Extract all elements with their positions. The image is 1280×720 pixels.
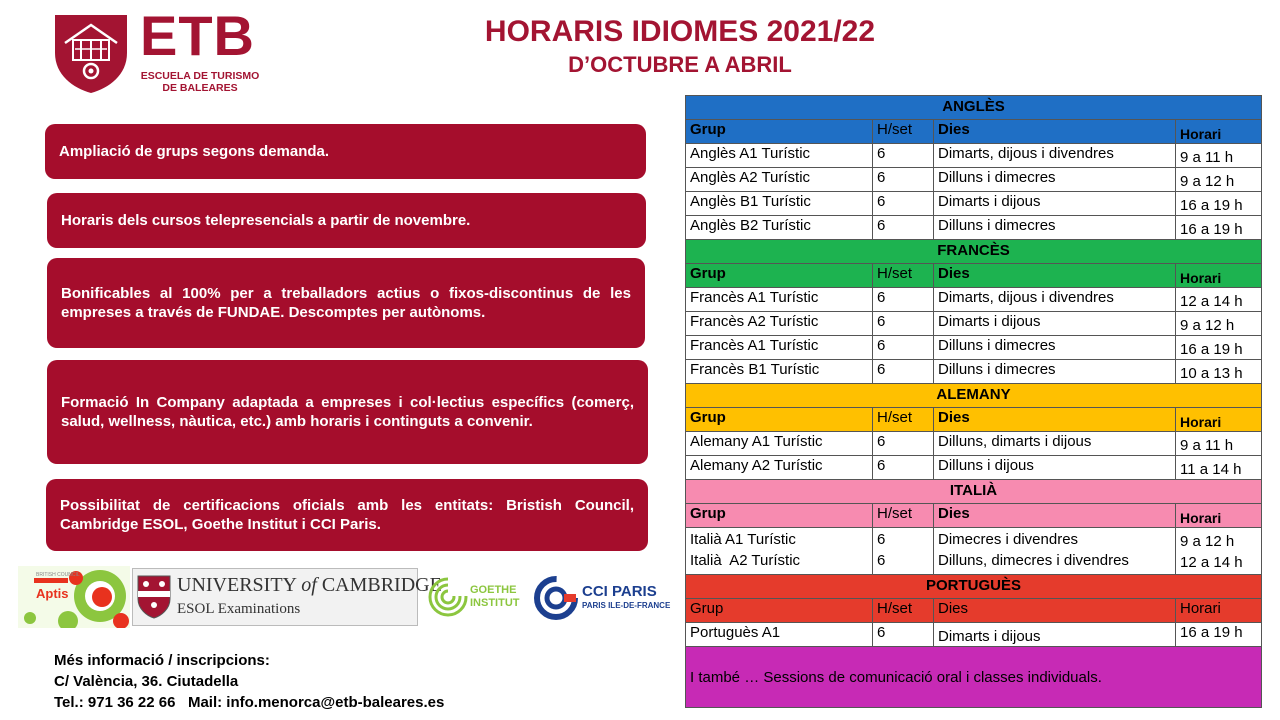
cell-grup: Anglès A2 Turístic bbox=[686, 168, 873, 192]
aptis-top-text: BRITISH COUNCIL bbox=[36, 572, 80, 578]
col-horari: Horari bbox=[1176, 408, 1262, 432]
page-title: HORARIS IDIOMES 2021/22 bbox=[484, 15, 876, 48]
cell-hset: 6 bbox=[873, 168, 934, 192]
section-header-italia bbox=[686, 480, 1262, 504]
goethe-text bbox=[470, 584, 520, 610]
table-row bbox=[686, 456, 1262, 480]
cell-horari: 9 a 12 h bbox=[1176, 168, 1262, 192]
cell-horari-line: 12 a 14 h bbox=[1180, 554, 1243, 571]
cambridge-crest-icon bbox=[137, 575, 171, 619]
table-row bbox=[686, 216, 1262, 240]
cell-horari: 16 a 19 h bbox=[1176, 192, 1262, 216]
section-title: PORTUGUÈS bbox=[686, 575, 1262, 599]
column-header-row bbox=[686, 264, 1262, 288]
cell-horari: 9 a 12 h bbox=[1176, 312, 1262, 336]
aptis-logo bbox=[18, 566, 130, 628]
partner-logos bbox=[18, 566, 678, 628]
cell-horari: 12 a 14 h bbox=[1176, 288, 1262, 312]
cambridge-word1: UNIVERSITY bbox=[177, 574, 297, 596]
cell-dies: Dimarts, dijous i divendres bbox=[934, 288, 1176, 312]
cell-hset: 6 bbox=[873, 623, 934, 647]
cell-grup bbox=[686, 528, 873, 575]
cell-horari: 10 a 13 h bbox=[1176, 360, 1262, 384]
also-text: I també … Sessions de comunicació oral i classes individuals. bbox=[686, 647, 1262, 708]
col-hset: H/set bbox=[873, 504, 934, 528]
table-row bbox=[686, 168, 1262, 192]
col-hset: H/set bbox=[873, 264, 934, 288]
cambridge-word3: CAMBRIDGE bbox=[321, 574, 442, 596]
table-row bbox=[686, 360, 1262, 384]
cell-dies: Dimarts i dijous bbox=[934, 312, 1176, 336]
cell-dies: Dilluns i dimecres bbox=[934, 168, 1176, 192]
cell-horari: 9 a 11 h bbox=[1176, 432, 1262, 456]
info-box-in-company bbox=[47, 360, 648, 464]
contact-phone-mail: Tel.: 971 36 22 66 Mail: info.menorca@etb-baleares.es bbox=[54, 694, 445, 711]
cci-text bbox=[582, 584, 670, 612]
cell-dies bbox=[934, 528, 1176, 575]
cell-dies: Dimarts i dijous bbox=[934, 192, 1176, 216]
table-row bbox=[686, 623, 1262, 647]
cci-line2: PARIS ILE-DE-FRANCE bbox=[582, 601, 671, 610]
cci-paris-icon bbox=[534, 576, 578, 620]
col-dies: Dies bbox=[934, 264, 1176, 288]
cell-grup: Francès B1 Turístic bbox=[686, 360, 873, 384]
cell-horari: 11 a 14 h bbox=[1176, 456, 1262, 480]
cambridge-word2: of bbox=[301, 574, 317, 596]
info-text: Formació In Company adaptada a empreses i col·lectius específics (comerç, salud, wellness, nàutica, etc.) amb horaris i continguts a convenir. bbox=[61, 394, 634, 430]
info-box-certifications bbox=[46, 479, 648, 551]
goethe-icon bbox=[428, 576, 468, 618]
column-header-row bbox=[686, 504, 1262, 528]
section-title: ITALIÀ bbox=[686, 480, 1262, 504]
col-dies: Dies bbox=[934, 120, 1176, 144]
cell-hset-line: 6 bbox=[877, 531, 886, 548]
cambridge-name bbox=[177, 574, 442, 597]
table-row bbox=[686, 432, 1262, 456]
cell-dies: Dimarts, dijous i divendres bbox=[934, 144, 1176, 168]
cell-hset: 6 bbox=[873, 192, 934, 216]
col-grup: Grup bbox=[686, 504, 873, 528]
col-hset: H/set bbox=[873, 120, 934, 144]
cell-hset: 6 bbox=[873, 336, 934, 360]
cell-hset: 6 bbox=[873, 432, 934, 456]
info-text: Possibilitat de certificacions oficials amb les entitats: Bristish Council, Cambridge ESOL, Goethe Institut i CCI Paris. bbox=[60, 497, 634, 533]
cell-horari: 16 a 19 h bbox=[1176, 336, 1262, 360]
info-box-groups bbox=[45, 124, 646, 179]
cell-horari: 16 a 19 h bbox=[1176, 216, 1262, 240]
col-hset: H/set bbox=[873, 408, 934, 432]
cambridge-subline: ESOL Examinations bbox=[177, 601, 301, 617]
contact-address: C/ València, 36. Ciutadella bbox=[54, 673, 239, 690]
page-subtitle: D’OCTUBRE A ABRIL bbox=[568, 52, 792, 77]
cell-hset: 6 bbox=[873, 288, 934, 312]
cell-dies: Dimarts i dijous bbox=[934, 623, 1176, 647]
section-title: ALEMANY bbox=[686, 384, 1262, 408]
schedule-table bbox=[685, 95, 1262, 708]
cell-grup: Francès A1 Turístic bbox=[686, 336, 873, 360]
col-horari: Horari bbox=[1176, 504, 1262, 528]
cell-grup: Alemany A2 Turístic bbox=[686, 456, 873, 480]
column-header-row bbox=[686, 599, 1262, 623]
cell-dies: Dilluns i dimecres bbox=[934, 360, 1176, 384]
etb-shield-logo bbox=[53, 13, 129, 95]
goethe-line1: GOETHE bbox=[470, 584, 517, 596]
table-row bbox=[686, 192, 1262, 216]
logo-wordmark: ETB bbox=[140, 4, 255, 67]
col-dies: Dies bbox=[934, 408, 1176, 432]
cell-dies: Dilluns i dimecres bbox=[934, 336, 1176, 360]
cell-horari: 16 a 19 h bbox=[1176, 623, 1262, 647]
cell-dies: Dilluns i dimecres bbox=[934, 216, 1176, 240]
section-header-frances bbox=[686, 240, 1262, 264]
contact-heading: Més informació / inscripcions: bbox=[54, 652, 270, 669]
cell-hset: 6 bbox=[873, 216, 934, 240]
cell-grup: Alemany A1 Turístic bbox=[686, 432, 873, 456]
section-title: ANGLÈS bbox=[686, 96, 1262, 120]
section-title: FRANCÈS bbox=[686, 240, 1262, 264]
cell-dies-line: Dilluns, dimecres i divendres bbox=[938, 552, 1129, 569]
col-grup: Grup bbox=[686, 120, 873, 144]
table-row bbox=[686, 288, 1262, 312]
table-row bbox=[686, 528, 1262, 575]
col-horari: Horari bbox=[1176, 264, 1262, 288]
cell-grup: Anglès B2 Turístic bbox=[686, 216, 873, 240]
cell-horari bbox=[1176, 528, 1262, 575]
col-grup: Grup bbox=[686, 408, 873, 432]
cell-grup: Portuguès A1 bbox=[686, 623, 873, 647]
cambridge-logo bbox=[132, 568, 442, 626]
column-header-row bbox=[686, 120, 1262, 144]
cell-hset bbox=[873, 528, 934, 575]
also-row bbox=[686, 647, 1262, 708]
cell-hset: 6 bbox=[873, 144, 934, 168]
col-horari: Horari bbox=[1176, 120, 1262, 144]
info-text: Bonificables al 100% per a treballadors actius o fixos-discontinus de les empreses a través de FUNDAE. Descomptes per autònoms. bbox=[61, 285, 631, 321]
info-box-fundae bbox=[47, 258, 645, 348]
cci-line1: CCI PARIS bbox=[582, 583, 657, 600]
col-dies: Dies bbox=[934, 504, 1176, 528]
table-row bbox=[686, 336, 1262, 360]
cell-grup: Anglès B1 Turístic bbox=[686, 192, 873, 216]
cell-dies: Dilluns i dijous bbox=[934, 456, 1176, 480]
section-header-alemany bbox=[686, 384, 1262, 408]
cell-grup: Francès A2 Turístic bbox=[686, 312, 873, 336]
section-header-portugues bbox=[686, 575, 1262, 599]
cell-grup-line: Italià A1 Turístic bbox=[690, 531, 796, 548]
logo-subtitle: ESCUELA DE TURISMO DE BALEARES bbox=[140, 70, 260, 94]
goethe-line2: INSTITUT bbox=[470, 597, 520, 609]
cell-hset-line: 6 bbox=[877, 552, 886, 569]
info-box-telepresencial bbox=[47, 193, 646, 248]
cell-hset: 6 bbox=[873, 312, 934, 336]
cell-hset: 6 bbox=[873, 360, 934, 384]
cell-horari-line: 9 a 12 h bbox=[1180, 533, 1235, 550]
col-horari: Horari bbox=[1176, 599, 1262, 623]
section-header-angles bbox=[686, 96, 1262, 120]
col-grup: Grup bbox=[686, 599, 873, 623]
info-text: Horaris dels cursos telepresencials a partir de novembre. bbox=[61, 212, 471, 229]
aptis-text: Aptis bbox=[36, 586, 69, 601]
cell-dies-line: Dimecres i divendres bbox=[938, 531, 1079, 548]
column-header-row bbox=[686, 408, 1262, 432]
col-hset: H/set bbox=[873, 599, 934, 623]
table-row bbox=[686, 144, 1262, 168]
cell-grup: Francès A1 Turístic bbox=[686, 288, 873, 312]
cell-grup: Anglès A1 Turístic bbox=[686, 144, 873, 168]
cell-hset: 6 bbox=[873, 456, 934, 480]
col-grup: Grup bbox=[686, 264, 873, 288]
cell-dies: Dilluns, dimarts i dijous bbox=[934, 432, 1176, 456]
info-text: Ampliació de grups segons demanda. bbox=[59, 143, 330, 160]
cell-grup-line: Italià A2 Turístic bbox=[690, 552, 801, 569]
cell-horari: 9 a 11 h bbox=[1176, 144, 1262, 168]
contact-block bbox=[54, 650, 444, 713]
table-row bbox=[686, 312, 1262, 336]
col-dies: Dies bbox=[934, 599, 1176, 623]
